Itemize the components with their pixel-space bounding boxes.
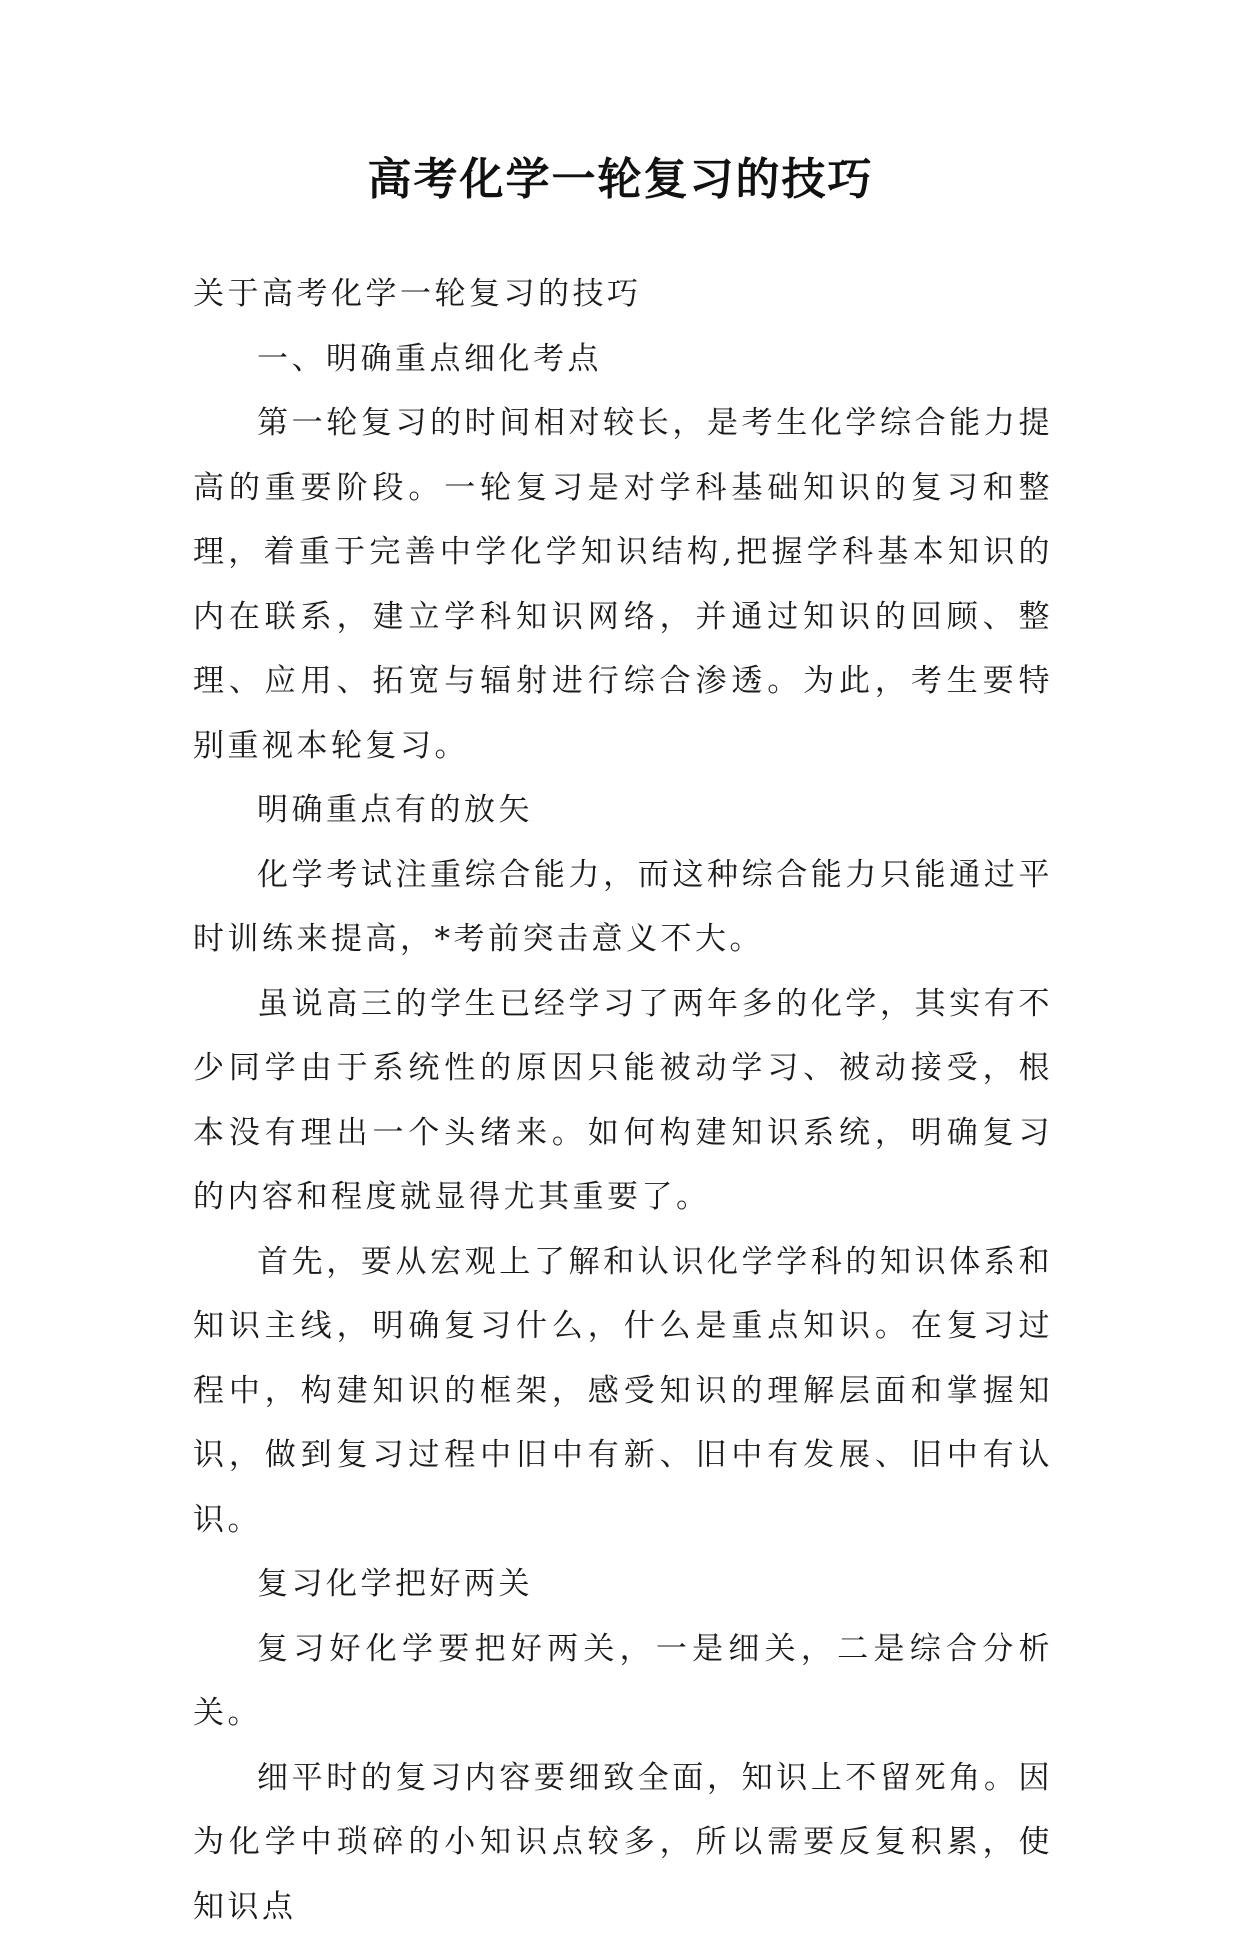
subheading: 明确重点有的放矢 <box>193 778 1053 843</box>
paragraph: 虽说高三的学生已经学习了两年多的化学，其实有不少同学由于系统性的原因只能被动学习、被动接受，根本没有理出一个头绪来。如何构建知识系统，明确复习的内容和程度就显得尤其重要了。 <box>193 972 1053 1230</box>
paragraph: 细平时的复习内容要细致全面，知识上不留死角。因为化学中琐碎的小知识点较多，所以需要反复积累，使知识点 <box>193 1746 1053 1939</box>
paragraph-intro: 关于高考化学一轮复习的技巧 <box>193 262 1053 327</box>
paragraph: 首先，要从宏观上了解和认识化学学科的知识体系和知识主线，明确复习什么，什么是重点知识。在复习过程中，构建知识的框架，感受知识的理解层面和掌握知识，做到复习过程中旧中有新、旧中有发展、旧中有认识。 <box>193 1230 1053 1553</box>
document-title: 高考化学一轮复习的技巧 <box>0 150 1241 210</box>
paragraph: 复习好化学要把好两关，一是细关，二是综合分析关。 <box>193 1617 1053 1746</box>
paragraph: 第一轮复习的时间相对较长，是考生化学综合能力提高的重要阶段。一轮复习是对学科基础知识的复习和整理，着重于完善中学化学知识结构,把握学科基本知识的内在联系，建立学科知识网络，并通过知识的回顾、整理、应用、拓宽与辐射进行综合渗透。为此，考生要特别重视本轮复习。 <box>193 391 1053 778</box>
document-body <box>193 262 1053 1939</box>
section-heading: 一、明确重点细化考点 <box>193 327 1053 392</box>
subheading: 复习化学把好两关 <box>193 1552 1053 1617</box>
paragraph: 化学考试注重综合能力，而这种综合能力只能通过平时训练来提高，*考前突击意义不大。 <box>193 843 1053 972</box>
